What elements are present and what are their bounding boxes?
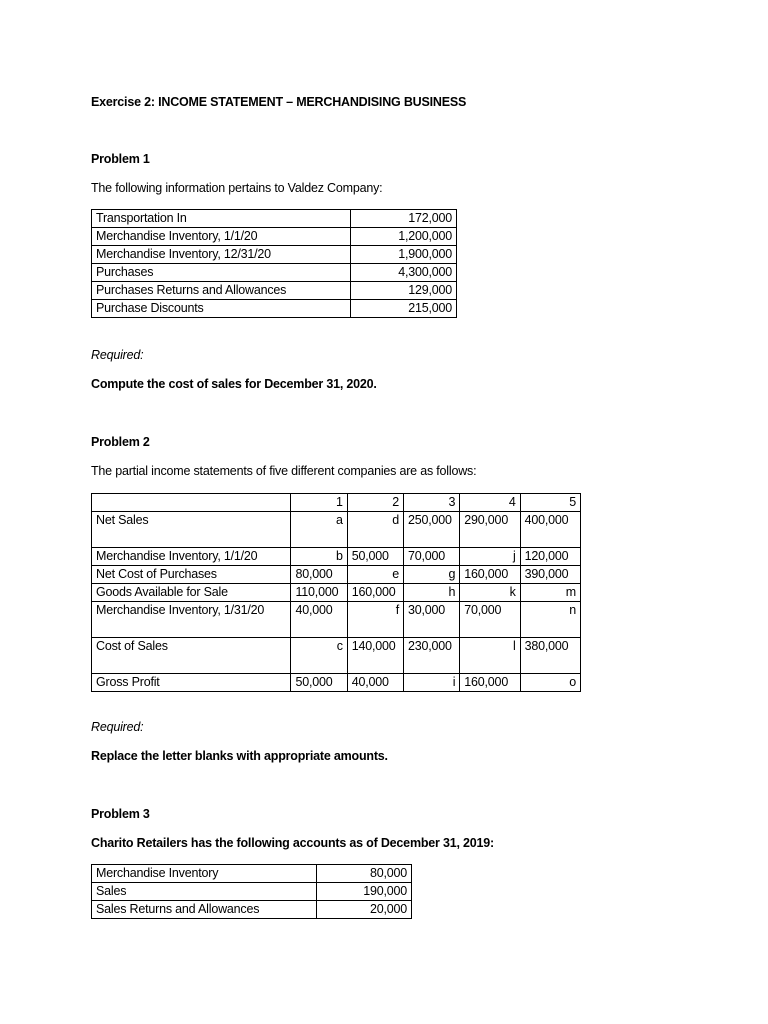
column-header: 1 <box>291 494 347 512</box>
table-row <box>92 210 457 228</box>
cell: g <box>404 566 460 584</box>
cell: 120,000 <box>520 548 580 566</box>
problem-3-table <box>91 864 412 919</box>
row-value: 190,000 <box>317 883 412 901</box>
cell: i <box>404 674 460 692</box>
problem-2-required-text: Replace the letter blanks with appropriate amounts. <box>91 749 388 763</box>
cell: 40,000 <box>347 674 403 692</box>
cell: h <box>404 584 460 602</box>
row-value: 129,000 <box>351 282 457 300</box>
cell: 110,000 <box>291 584 347 602</box>
row-label: Goods Available for Sale <box>92 584 291 602</box>
problem-2-required-label: Required: <box>91 720 144 734</box>
row-value: 80,000 <box>317 865 412 883</box>
cell: 290,000 <box>460 512 520 548</box>
row-label: Sales Returns and Allowances <box>92 901 317 919</box>
problem-3-heading: Problem 3 <box>91 807 150 821</box>
table-row <box>92 548 581 566</box>
table-row <box>92 674 581 692</box>
problem-1-required-text: Compute the cost of sales for December 31, 2020. <box>91 377 377 391</box>
table-row <box>92 638 581 674</box>
table-row <box>92 602 581 638</box>
cell: 70,000 <box>460 602 520 638</box>
row-value: 4,300,000 <box>351 264 457 282</box>
cell: a <box>291 512 347 548</box>
cell: l <box>460 638 520 674</box>
cell: o <box>520 674 580 692</box>
cell: 230,000 <box>404 638 460 674</box>
cell: n <box>520 602 580 638</box>
row-label: Purchases Returns and Allowances <box>92 282 351 300</box>
table-row <box>92 246 457 264</box>
row-label: Sales <box>92 883 317 901</box>
row-value: 1,200,000 <box>351 228 457 246</box>
row-value: 20,000 <box>317 901 412 919</box>
table-row <box>92 901 412 919</box>
problem-3-intro: Charito Retailers has the following accounts as of December 31, 2019: <box>91 836 494 850</box>
cell: c <box>291 638 347 674</box>
problem-1-intro: The following information pertains to Valdez Company: <box>91 181 383 195</box>
cell: d <box>347 512 403 548</box>
row-label: Merchandise Inventory, 1/1/20 <box>92 548 291 566</box>
cell: 30,000 <box>404 602 460 638</box>
cell: 140,000 <box>347 638 403 674</box>
row-label: Net Cost of Purchases <box>92 566 291 584</box>
cell: b <box>291 548 347 566</box>
problem-1-heading: Problem 1 <box>91 152 150 166</box>
problem-1-required-label: Required: <box>91 348 144 362</box>
cell: 70,000 <box>404 548 460 566</box>
problem-2-table <box>91 493 581 692</box>
cell: 50,000 <box>291 674 347 692</box>
cell: j <box>460 548 520 566</box>
table-row <box>92 584 581 602</box>
row-value: 215,000 <box>351 300 457 318</box>
row-label: Transportation In <box>92 210 351 228</box>
row-label: Merchandise Inventory <box>92 865 317 883</box>
row-label: Merchandise Inventory, 1/31/20 <box>92 602 291 638</box>
table-row <box>92 228 457 246</box>
column-header: 2 <box>347 494 403 512</box>
row-label: Merchandise Inventory, 12/31/20 <box>92 246 351 264</box>
column-header: 4 <box>460 494 520 512</box>
cell: 40,000 <box>291 602 347 638</box>
table-row <box>92 282 457 300</box>
cell: 380,000 <box>520 638 580 674</box>
header-blank-cell <box>92 494 291 512</box>
cell: 400,000 <box>520 512 580 548</box>
table-row <box>92 264 457 282</box>
row-value: 172,000 <box>351 210 457 228</box>
row-label: Cost of Sales <box>92 638 291 674</box>
cell: f <box>347 602 403 638</box>
row-label: Purchase Discounts <box>92 300 351 318</box>
cell: 160,000 <box>347 584 403 602</box>
row-label: Gross Profit <box>92 674 291 692</box>
table-row <box>92 883 412 901</box>
cell: 390,000 <box>520 566 580 584</box>
table-row <box>92 300 457 318</box>
table-row <box>92 512 581 548</box>
problem-1-table <box>91 209 457 318</box>
cell: 160,000 <box>460 674 520 692</box>
problem-2-intro: The partial income statements of five different companies are as follows: <box>91 464 477 478</box>
cell: 50,000 <box>347 548 403 566</box>
row-label: Net Sales <box>92 512 291 548</box>
cell: 160,000 <box>460 566 520 584</box>
row-label: Merchandise Inventory, 1/1/20 <box>92 228 351 246</box>
row-value: 1,900,000 <box>351 246 457 264</box>
table-row <box>92 865 412 883</box>
row-label: Purchases <box>92 264 351 282</box>
cell: m <box>520 584 580 602</box>
cell: k <box>460 584 520 602</box>
table-row <box>92 566 581 584</box>
exercise-title: Exercise 2: INCOME STATEMENT – MERCHANDISING BUSINESS <box>91 95 467 109</box>
table-header-row <box>92 494 581 512</box>
cell: 80,000 <box>291 566 347 584</box>
cell: e <box>347 566 403 584</box>
column-header: 3 <box>404 494 460 512</box>
problem-2-heading: Problem 2 <box>91 435 150 449</box>
column-header: 5 <box>520 494 580 512</box>
cell: 250,000 <box>404 512 460 548</box>
